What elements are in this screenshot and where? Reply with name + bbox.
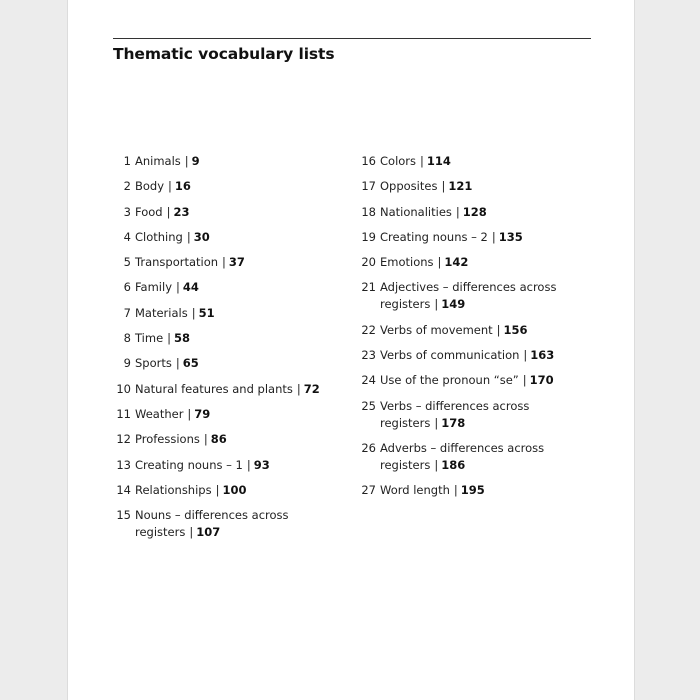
entry-body (131, 482, 343, 499)
document-page (67, 0, 635, 700)
entry-page-number: 58 (174, 331, 191, 346)
top-rule (113, 38, 591, 39)
entry-body (131, 229, 343, 246)
entry-body (376, 279, 588, 313)
entry-body (376, 178, 588, 195)
entry-number: 20 (361, 255, 376, 270)
entry-page-number: 100 (222, 482, 247, 497)
entry-title: Verbs of movement (380, 322, 493, 337)
entry-separator: | (455, 204, 460, 219)
entry-title: Colors (380, 154, 417, 168)
entry-title: Professions (135, 432, 200, 447)
entry-title: Time (135, 331, 164, 346)
contents-entry (113, 507, 343, 541)
entry-page-number: 142 (444, 255, 469, 270)
entry-separator: | (441, 179, 446, 194)
entry-number: 13 (116, 457, 131, 472)
entry-number: 2 (123, 179, 131, 194)
entry-page-number: 44 (182, 280, 199, 295)
entry-number: 4 (123, 229, 131, 244)
entry-number: 19 (361, 229, 376, 244)
contents-entry (358, 204, 588, 221)
entry-title: Transportation (135, 255, 219, 270)
entry-page-number: 156 (503, 322, 528, 337)
entry-page-number: 186 (441, 457, 466, 472)
entry-body (376, 229, 588, 246)
entry-number: 15 (116, 508, 131, 523)
contents-entry (358, 229, 588, 246)
entry-page-number: 51 (198, 305, 215, 320)
entry-page-number: 30 (193, 229, 210, 244)
entry-separator: | (187, 406, 192, 421)
entry-title-continued: registers (380, 457, 431, 472)
entry-title: Adjectives – differences across (380, 280, 557, 295)
entry-title: Sports (135, 356, 172, 371)
entry-body (376, 398, 588, 432)
entry-separator: | (203, 432, 208, 447)
entry-separator: | (434, 457, 439, 472)
entry-number: 17 (361, 179, 376, 194)
contents-entry (113, 254, 343, 271)
entry-separator: | (523, 348, 528, 363)
entry-page-number: 121 (448, 179, 473, 194)
page-title: Thematic vocabulary lists (113, 45, 335, 63)
entry-page-number: 195 (460, 483, 485, 498)
contents-entry (113, 482, 343, 499)
entry-body (131, 153, 343, 170)
entry-separator: | (191, 305, 196, 320)
entry-number: 11 (116, 406, 131, 421)
entry-page-number: 107 (196, 525, 221, 540)
entry-title: Opposites (380, 179, 438, 194)
entry-body (376, 440, 588, 474)
entry-title: Creating nouns – 2 (380, 229, 488, 244)
entry-body (376, 372, 588, 389)
entry-separator: | (215, 482, 220, 497)
entry-title: Animals (135, 154, 181, 168)
entry-title: Materials (135, 305, 188, 320)
entry-title: Emotions (380, 255, 434, 270)
entry-title: Natural features and plants (135, 381, 293, 396)
entry-number: 21 (361, 280, 376, 295)
contents-column-right (358, 153, 588, 508)
entry-body (131, 204, 343, 221)
contents-entry (358, 372, 588, 389)
entry-title: Food (135, 204, 163, 219)
entry-page-number: 128 (462, 204, 487, 219)
entry-number: 6 (123, 280, 131, 295)
contents-entry (113, 381, 343, 398)
entry-number: 22 (361, 322, 376, 337)
entry-body (131, 355, 343, 372)
entry-body (131, 406, 343, 423)
contents-entry (358, 440, 588, 474)
entry-title-continued: registers (380, 297, 431, 312)
entry-title: Verbs – differences across (380, 398, 530, 413)
contents-entry (113, 178, 343, 195)
entry-number: 10 (116, 381, 131, 396)
entry-page-number: 149 (441, 297, 466, 312)
entry-number: 3 (123, 204, 131, 219)
contents-entry (358, 254, 588, 271)
entry-title: Family (135, 280, 173, 295)
entry-page-number: 9 (191, 154, 200, 168)
entry-separator: | (176, 280, 180, 295)
entry-separator: | (437, 255, 442, 270)
entry-separator: | (189, 525, 194, 540)
entry-page-number: 65 (182, 356, 199, 371)
contents-entry (358, 279, 588, 313)
contents-entry (113, 305, 343, 322)
entry-title: Adverbs – differences across (380, 440, 545, 455)
entry-separator: | (434, 297, 439, 312)
entry-title: Body (135, 179, 165, 194)
contents-entry (358, 322, 588, 339)
entry-page-number: 178 (441, 415, 466, 430)
entry-body (131, 507, 343, 541)
entry-number: 18 (361, 204, 376, 219)
entry-body (131, 431, 343, 448)
entry-page-number: 114 (426, 154, 451, 168)
entry-separator: | (186, 229, 191, 244)
entry-page-number: 79 (194, 406, 211, 421)
entry-number: 8 (123, 331, 131, 346)
entry-number: 1 (123, 154, 131, 168)
entry-body (131, 254, 343, 271)
entry-body (131, 305, 343, 322)
contents-entry (113, 355, 343, 372)
entry-separator: | (166, 204, 171, 219)
entry-title: Word length (380, 483, 450, 498)
entry-separator: | (496, 322, 501, 337)
entry-body (131, 330, 343, 347)
entry-page-number: 23 (173, 204, 190, 219)
entry-separator: | (453, 483, 458, 498)
contents-entry (113, 279, 343, 296)
contents-entry (113, 229, 343, 246)
entry-separator: | (491, 229, 496, 244)
entry-number: 23 (361, 348, 376, 363)
entry-body (131, 457, 343, 474)
contents-entry (358, 347, 588, 364)
entry-page-number: 86 (210, 432, 227, 447)
entry-title: Weather (135, 406, 184, 421)
entry-title-continued: registers (135, 525, 186, 540)
entry-number: 5 (123, 255, 131, 270)
entry-separator: | (222, 255, 226, 270)
contents-entry (358, 482, 588, 499)
entry-separator: | (168, 179, 172, 194)
contents-entry (113, 204, 343, 221)
entry-separator: | (420, 154, 424, 168)
entry-page-number: 135 (498, 229, 523, 244)
entry-body (376, 254, 588, 271)
entry-title-continued: registers (380, 415, 431, 430)
entry-body (131, 279, 343, 296)
entry-body (131, 381, 343, 398)
entry-separator: | (246, 457, 251, 472)
entry-title: Creating nouns – 1 (135, 457, 243, 472)
entry-number: 27 (361, 483, 376, 498)
contents-entry (113, 330, 343, 347)
contents-entry (113, 153, 343, 170)
entry-page-number: 37 (228, 255, 245, 270)
contents-entry (358, 153, 588, 170)
entry-separator: | (167, 331, 172, 346)
entry-page-number: 163 (530, 348, 555, 363)
contents-entry (113, 406, 343, 423)
contents-entry (113, 457, 343, 474)
contents-column-left (113, 153, 343, 549)
entry-body (376, 204, 588, 221)
entry-title: Relationships (135, 482, 212, 497)
entry-number: 14 (116, 482, 131, 497)
entry-title: Nouns – differences across (135, 508, 289, 523)
entry-page-number: 170 (529, 373, 554, 388)
entry-page-number: 72 (303, 381, 320, 396)
contents-entry (358, 398, 588, 432)
entry-number: 7 (123, 305, 131, 320)
entry-page-number: 16 (174, 179, 191, 194)
entry-separator: | (175, 356, 180, 371)
entry-separator: | (434, 415, 439, 430)
entry-title: Nationalities (380, 204, 452, 219)
entry-title: Use of the pronoun “se” (380, 373, 519, 388)
entry-number: 26 (361, 440, 376, 455)
entry-page-number: 93 (253, 457, 270, 472)
entry-number: 24 (361, 373, 376, 388)
entry-body (376, 153, 588, 170)
entry-number: 9 (123, 356, 131, 371)
entry-body (376, 347, 588, 364)
contents-entry (113, 431, 343, 448)
entry-title: Clothing (135, 229, 183, 244)
entry-separator: | (184, 154, 189, 168)
entry-separator: | (296, 381, 301, 396)
entry-number: 25 (361, 398, 376, 413)
entry-body (376, 482, 588, 499)
entry-title: Verbs of communication (380, 348, 520, 363)
entry-number: 16 (361, 154, 376, 168)
entry-number: 12 (116, 432, 131, 447)
entry-separator: | (522, 373, 527, 388)
entry-body (131, 178, 343, 195)
entry-body (376, 322, 588, 339)
contents-entry (358, 178, 588, 195)
